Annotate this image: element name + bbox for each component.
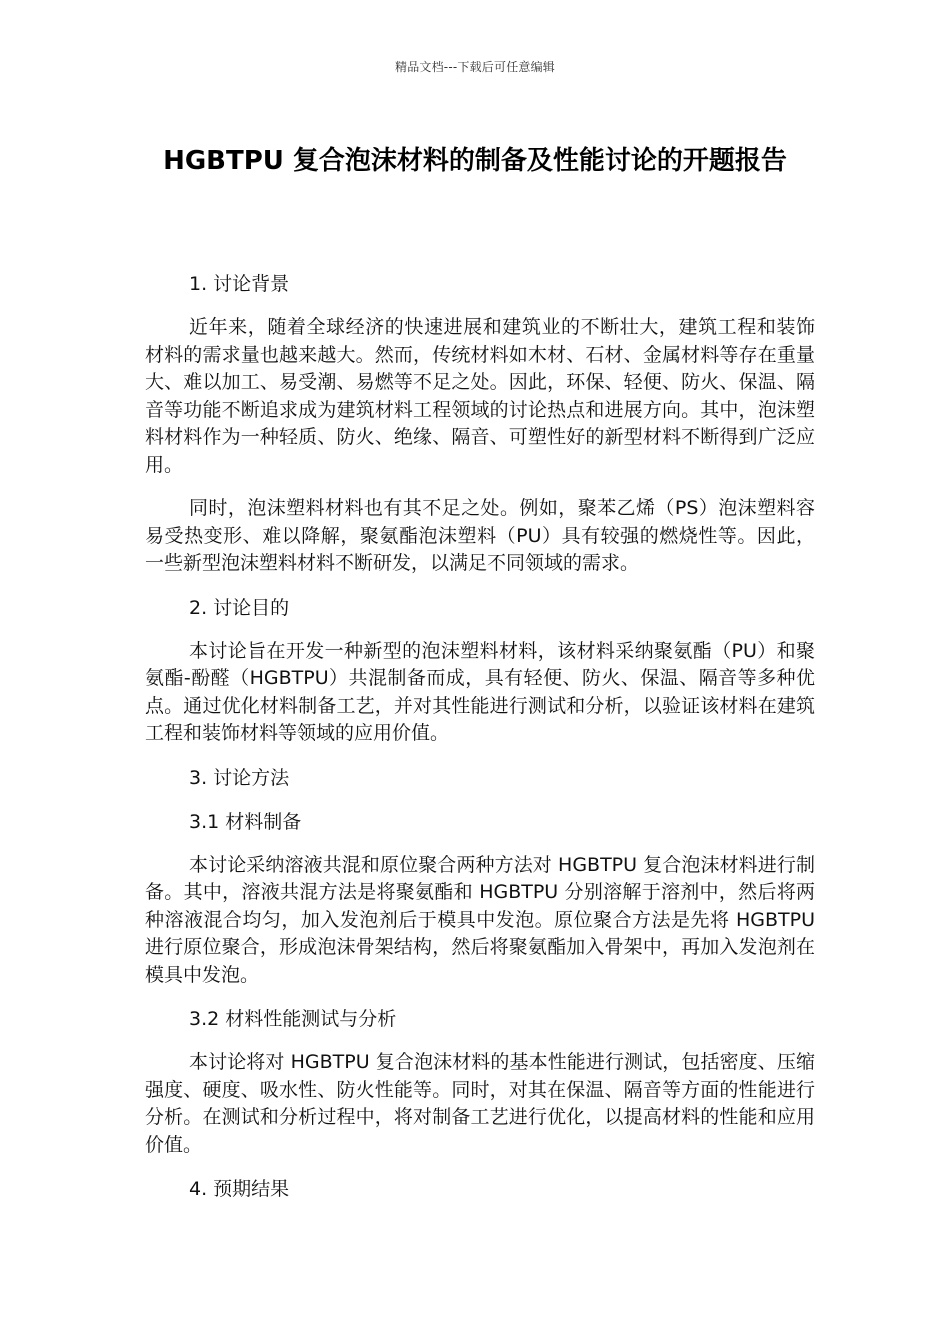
section-3-2-paragraph: 本讨论将对 HGBTPU 复合泡沫材料的基本性能进行测试，包括密度、压缩强度、硬度、吸水性、防火性能等。同时，对其在保温、隔音等方面的性能进行分析。在测试和分析过程中，将对制备工艺进行优化，以提高材料的性能和应用价值。 [145, 1051, 815, 1156]
section-3-2-heading: 3.2 材料性能测试与分析 [189, 1008, 397, 1030]
section-3-1-paragraph: 本讨论采纳溶液共混和原位聚合两种方法对 HGBTPU 复合泡沫材料进行制备。其中，溶液共混方法是将聚氨酯和 HGBTPU 分别溶解于溶剂中，然后将两种溶液混合均匀，加入发泡剂后于模具中发泡。原位聚合方法是先将 HGBTPU 进行原位聚合，形成泡沫骨架结构，然后将聚氨酯加入骨架中，再加入发泡剂在模具中发泡。 [145, 853, 815, 986]
section-1-heading: 1. 讨论背景 [189, 273, 290, 295]
section-1-paragraph-2: 同时，泡沫塑料材料也有其不足之处。例如，聚苯乙烯（PS）泡沫塑料容易受热变形、难以降解，聚氨酯泡沫塑料（PU）具有较强的燃烧性等。因此，一些新型泡沫塑料材料不断研发，以满足不同领域的需求。 [145, 497, 815, 574]
section-1-paragraph-1: 近年来，随着全球经济的快速进展和建筑业的不断壮大，建筑工程和装饰材料的需求量也越来越大。然而，传统材料如木材、石材、金属材料等存在重量大、难以加工、易受潮、易燃等不足之处。因此，环保、轻便、防火、保温、隔音等功能不断追求成为建筑材料工程领域的讨论热点和进展方向。其中，泡沫塑料材料作为一种轻质、防火、绝缘、隔音、可塑性好的新型材料不断得到广泛应用。 [145, 316, 815, 476]
section-3-1-heading: 3.1 材料制备 [189, 810, 302, 833]
section-2-paragraph-1: 本讨论旨在开发一种新型的泡沫塑料材料，该材料采纳聚氨酯（PU）和聚氨酯-酚醛（HGBTPU）共混制备而成，具有轻便、防火、保温、隔音等多种优点。通过优化材料制备工艺，并对其性能进行测试和分析，以验证该材料在建筑工程和装饰材料等领域的应用价值。 [145, 639, 815, 744]
section-3-heading: 3. 讨论方法 [189, 766, 290, 789]
document-body [145, 270, 815, 1219]
document-title: HGBTPU 复合泡沫材料的制备及性能讨论的开题报告 [163, 146, 787, 176]
section-2-heading: 2. 讨论目的 [189, 596, 290, 619]
section-4-heading: 4. 预期结果 [189, 1178, 290, 1200]
header-note: 精品文档---下载后可任意编辑 [395, 60, 555, 74]
